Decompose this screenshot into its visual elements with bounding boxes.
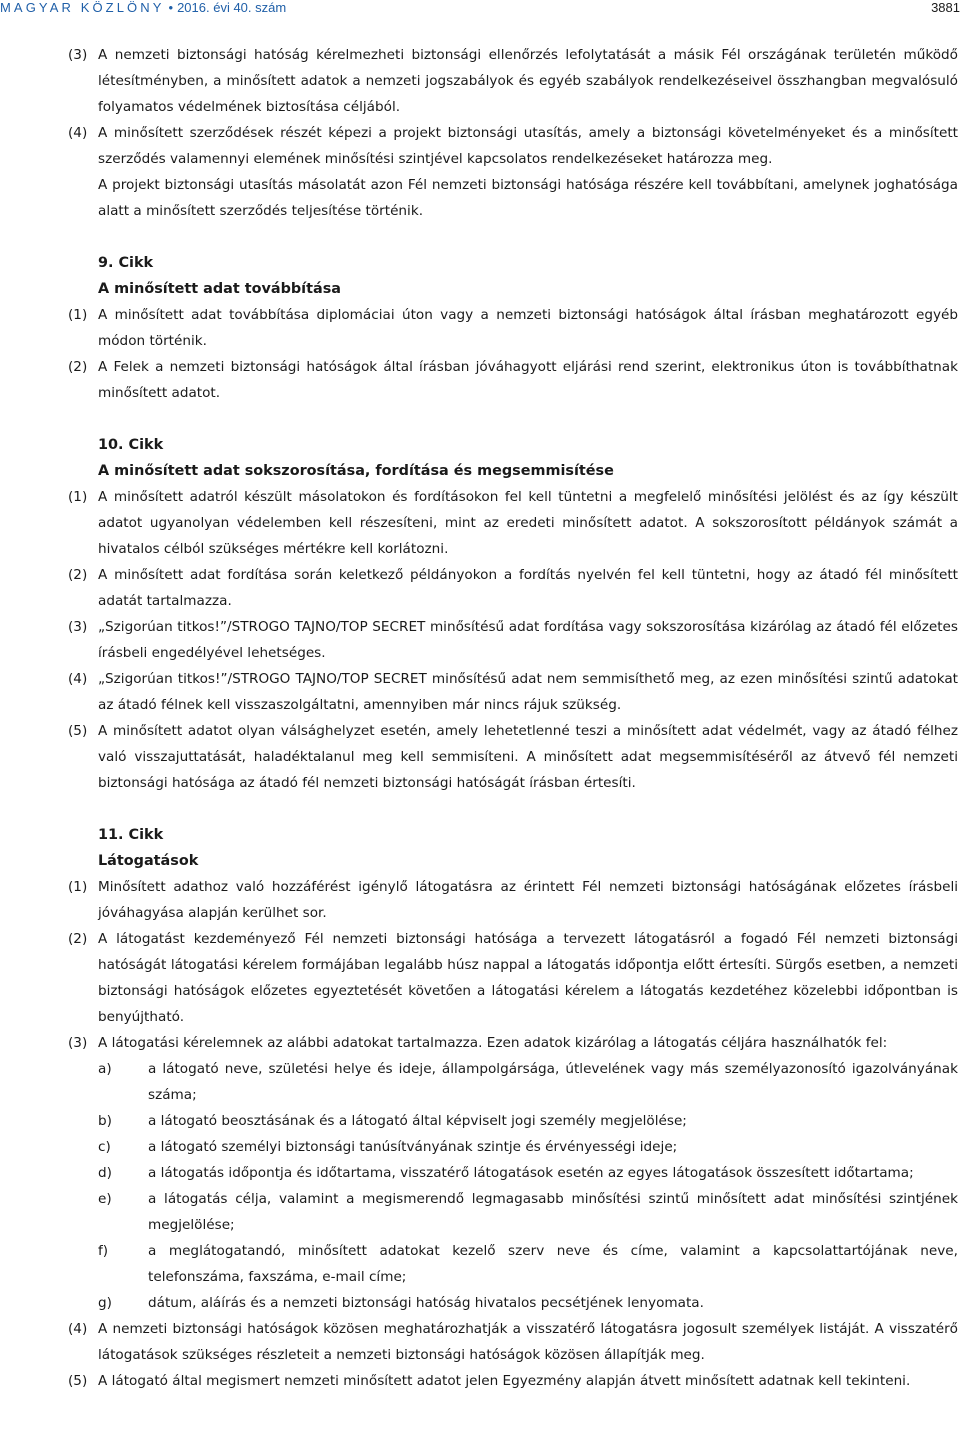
- article-11-paragraph-5: [68, 1368, 958, 1394]
- list-item-c: [68, 1134, 958, 1160]
- paragraph-3: [68, 42, 958, 120]
- paragraph-number: (3): [68, 47, 88, 63]
- page-number: 3881: [931, 0, 960, 15]
- paragraph-text: „Szigorúan titkos!”/STROGO TAJNO/TOP SECRET minősítésű adat fordítása vagy sokszorosítása kizárólag az átadó fél előzetes írásbeli engedélyével lehetséges.: [98, 619, 958, 661]
- paragraph-text: A minősített adat fordítása során keletkező példányokon a fordítás nyelvén fel kell tüntetni, hogy az átadó fél minősített adatát tartalmazza.: [98, 567, 958, 609]
- article-9-paragraph-2: [68, 354, 958, 406]
- paragraph-number: (4): [68, 671, 88, 687]
- paragraph-number: (3): [68, 619, 88, 635]
- paragraph-number: (4): [68, 1321, 88, 1337]
- article-9-paragraph-1: [68, 302, 958, 354]
- article-9-number: 9. Cikk: [98, 255, 154, 271]
- journal-header: [0, 0, 286, 15]
- list-text: a látogatás időpontja és időtartama, visszatérő látogatások esetén az egyes látogatások összesített időtartama;: [148, 1165, 914, 1181]
- article-10-paragraph-2: [68, 562, 958, 614]
- paragraph-text: A nemzeti biztonsági hatóság kérelmezheti biztonsági ellenőrzés lefolytatását a másik Fél országának területén működő létesítményben, a minősített adatok a nemzeti jogszabályok és egyéb szabályok rendelkezéseivel összhangban megvalósuló folyamatos védelmének biztosítása céljából.: [98, 47, 958, 115]
- paragraph-text: A minősített szerződések részét képezi a projekt biztonsági utasítás, amely a biztonsági követelményeket és a minősített szerződés valamennyi elemének minősítési szintjével kapcsolatos rendelkezéseket határozza meg.: [98, 125, 958, 167]
- list-text: a látogató beosztásának és a látogató által képviselt jogi személy megjelölése;: [148, 1113, 687, 1129]
- list-text: a látogató neve, születési helye és ideje, állampolgársága, útlevelének vagy más személyazonosító igazolványának száma;: [148, 1061, 958, 1103]
- paragraph-number: (2): [68, 931, 88, 947]
- paragraph-text: A minősített adatról készült másolatokon és fordításokon fel kell tüntetni a megfelelő minősítési jelölést és az így készült adatot ugyanolyan védelemben kell részesíteni, mint az eredeti minősített adatot. A sokszorosított példányok számát a hivatalos célból szükséges mértékre kell korlátozni.: [98, 489, 958, 557]
- list-text: dátum, aláírás és a nemzeti biztonsági hatóság hivatalos pecsétjének lenyomata.: [148, 1295, 704, 1311]
- paragraph-text: „Szigorúan titkos!”/STROGO TAJNO/TOP SECRET minősítésű adat nem semmisíthető meg, az ezen minősítési szintű adatokat az átadó félnek kell visszaszolgáltatni, amennyiben már nincs rájuk szükség.: [98, 671, 958, 713]
- article-11-title: Látogatások: [98, 853, 199, 869]
- paragraph-text: A látogatási kérelemnek az alábbi adatokat tartalmazza. Ezen adatok kizárólag a látogatás céljára használhatók fel:: [98, 1035, 888, 1051]
- list-text: a meglátogatandó, minősített adatokat kezelő szerv neve és címe, valamint a kapcsolattartójának neve, telefonszáma, faxszáma, e-mail címe;: [148, 1243, 958, 1285]
- list-letter: d): [98, 1165, 112, 1181]
- article-11-paragraph-1: [68, 874, 958, 926]
- issue-label: 2016. évi 40. szám: [177, 0, 287, 15]
- article-10-title: A minősített adat sokszorosítása, fordítása és megsemmisítése: [98, 463, 614, 479]
- paragraph-text: A minősített adat továbbítása diplomáciai úton vagy a nemzeti biztonsági hatóságok által írásban meghatározott egyéb módon történik.: [98, 307, 958, 349]
- paragraph-text: A Felek a nemzeti biztonsági hatóságok által írásban jóváhagyott eljárási rend szerint, elektronikus úton is továbbíthatnak minősített adatot.: [98, 359, 958, 401]
- paragraph-number: (2): [68, 567, 88, 583]
- paragraph-text: Minősített adathoz való hozzáférést igénylő látogatásra az érintett Fél nemzeti biztonsági hatóságának előzetes írásbeli jóváhagyása alapján kerülhet sor.: [98, 879, 958, 921]
- article-10-paragraph-3: [68, 614, 958, 666]
- document-body: [68, 42, 958, 1394]
- spacer: [68, 224, 958, 250]
- list-item-f: [68, 1238, 958, 1290]
- list-item-g: [68, 1290, 958, 1316]
- paragraph-number: (1): [68, 489, 88, 505]
- list-letter: c): [98, 1139, 111, 1155]
- list-letter: f): [98, 1243, 109, 1259]
- paragraph-text: A látogató által megismert nemzeti minősített adatot jelen Egyezmény alapján átvett minősített adatnak kell tekinteni.: [98, 1373, 911, 1389]
- paragraph-4-continuation: A projekt biztonsági utasítás másolatát azon Fél nemzeti biztonsági hatósága részére kell továbbítani, amelynek joghatósága alatt a minősített szerződés teljesítése történik.: [98, 177, 958, 219]
- list-letter: a): [98, 1061, 112, 1077]
- article-10-paragraph-1: [68, 484, 958, 562]
- list-item-a: [68, 1056, 958, 1108]
- list-letter: e): [98, 1191, 112, 1207]
- article-11-paragraph-3: [68, 1030, 958, 1056]
- paragraph-number: (1): [68, 307, 88, 323]
- article-11-number: 11. Cikk: [98, 827, 164, 843]
- paragraph-number: (5): [68, 723, 88, 739]
- paragraph-text: A látogatást kezdeményező Fél nemzeti biztonsági hatósága a tervezett látogatásról a fogadó Fél nemzeti biztonsági hatóságát látogatási kérelem formájában legalább húsz nappal a látogatás időpontja előtt értesíti. Sürgős esetben, a nemzeti biztonsági hatóságok előzetes egyeztetését követően a látogatási kérelem a látogatás kezdetéhez közelebbi időpontban is benyújtható.: [98, 931, 958, 1025]
- paragraph-text: A nemzeti biztonsági hatóságok közösen meghatározhatják a visszatérő látogatásra jogosult személyek listáját. A visszatérő látogatások szükséges részleteit a nemzeti biztonsági hatóságok közösen állapítják meg.: [98, 1321, 958, 1363]
- article-9-title: A minősített adat továbbítása: [98, 281, 341, 297]
- paragraph-number: (2): [68, 359, 88, 375]
- spacer: [68, 796, 958, 822]
- paragraph-number: (4): [68, 125, 88, 141]
- list-letter: g): [98, 1295, 112, 1311]
- list-letter: b): [98, 1113, 112, 1129]
- list-item-b: [68, 1108, 958, 1134]
- article-10-number: 10. Cikk: [98, 437, 164, 453]
- paragraph-4: [68, 120, 958, 172]
- paragraph-text: A minősített adatot olyan válsághelyzet esetén, amely lehetetlenné teszi a minősített adat védelmét, vagy az átadó félhez való visszajuttatását, haladéktalanul meg kell semmisíteni. A minősített adat megsemmisítéséről az átvevő fél nemzeti biztonsági hatósága az átadó fél nemzeti biztonsági hatóságát írásban értesíti.: [98, 723, 958, 791]
- article-11-paragraph-2: [68, 926, 958, 1030]
- paragraph-number: (3): [68, 1035, 88, 1051]
- journal-title: MAGYAR KÖZLÖNY: [0, 0, 165, 15]
- paragraph-number: (1): [68, 879, 88, 895]
- paragraph-number: (5): [68, 1373, 88, 1389]
- spacer: [68, 406, 958, 432]
- page-header: [0, 0, 960, 20]
- list-text: a látogató személyi biztonsági tanúsítványának szintje és érvényességi ideje;: [148, 1139, 678, 1155]
- list-item-e: [68, 1186, 958, 1238]
- article-10-paragraph-5: [68, 718, 958, 796]
- article-10-paragraph-4: [68, 666, 958, 718]
- list-item-d: [68, 1160, 958, 1186]
- header-separator: •: [168, 0, 174, 15]
- list-text: a látogatás célja, valamint a megismerendő legmagasabb minősítési szintű minősített adat minősítési szintjének megjelölése;: [148, 1191, 958, 1233]
- article-11-paragraph-4: [68, 1316, 958, 1368]
